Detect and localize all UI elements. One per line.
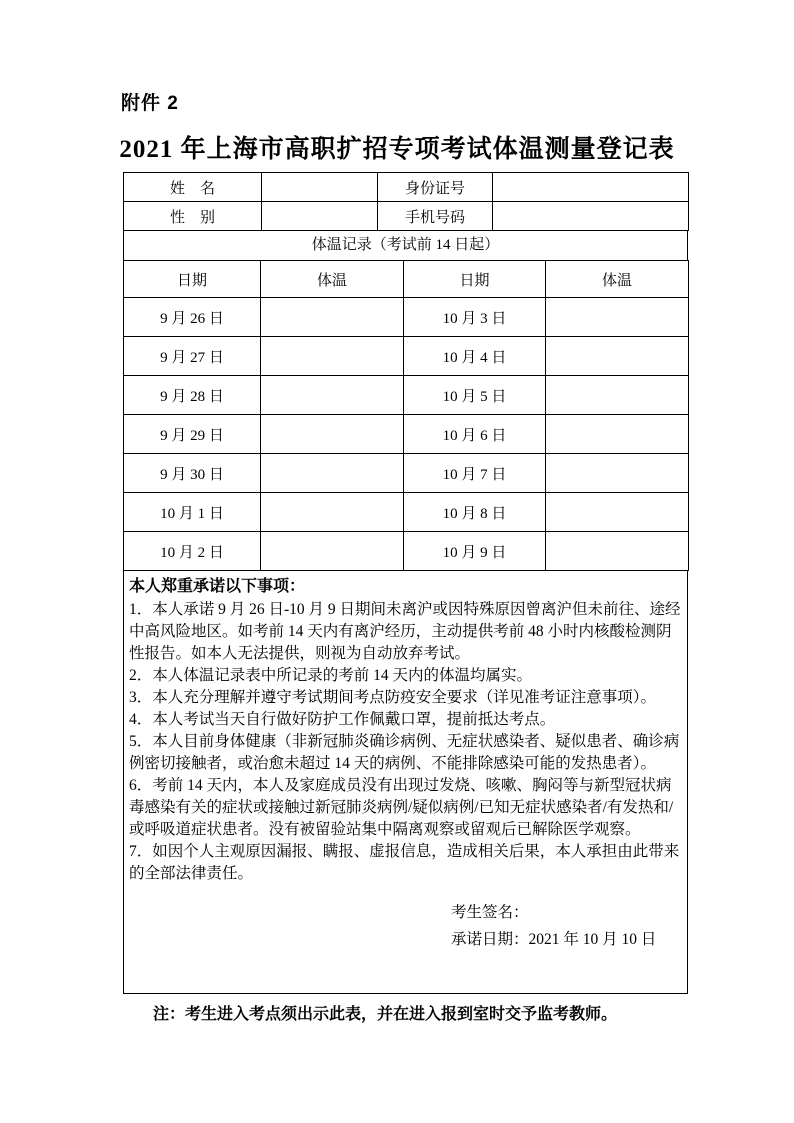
temp-input-cell[interactable] xyxy=(546,415,689,454)
date-cell: 9 月 30 日 xyxy=(124,454,261,493)
column-header-date: 日期 xyxy=(124,261,261,298)
temp-input-cell[interactable] xyxy=(261,493,404,532)
date-cell: 10 月 8 日 xyxy=(404,493,546,532)
commitment-item-7: 7．如因个人主观原因漏报、瞒报、虚报信息，造成相关后果，本人承担由此带来的全部法律责任。 xyxy=(129,843,680,882)
commitment-item-3: 3．本人充分理解并遵守考试期间考点防疫安全要求（详见准考证注意事项）。 xyxy=(129,689,657,706)
table-row xyxy=(124,532,689,571)
gender-label: 性 别 xyxy=(124,202,262,231)
id-number-label: 身份证号 xyxy=(378,173,493,202)
table-row xyxy=(124,376,689,415)
commitment-item-4: 4．本人考试当天自行做好防护工作佩戴口罩，提前抵达考点。 xyxy=(129,711,556,728)
temperature-section-header: 体温记录（考试前 14 日起） xyxy=(123,230,688,261)
table-row xyxy=(124,493,689,532)
name-label: 姓 名 xyxy=(124,173,262,202)
temp-input-cell[interactable] xyxy=(546,298,689,337)
temp-input-cell[interactable] xyxy=(261,415,404,454)
date-cell: 10 月 6 日 xyxy=(404,415,546,454)
temp-input-cell[interactable] xyxy=(261,532,404,571)
page-title: 2021 年上海市高职扩招专项考试体温测量登记表 xyxy=(119,136,675,163)
phone-label: 手机号码 xyxy=(378,202,493,231)
commitment-heading: 本人郑重承诺以下事项： xyxy=(129,578,306,595)
date-cell: 10 月 3 日 xyxy=(404,298,546,337)
commitment-date: 承诺日期：2021 年 10 月 10 日 xyxy=(451,931,657,948)
temperature-table xyxy=(123,260,689,571)
table-row xyxy=(124,173,689,202)
commitment-item-2: 2．本人体温记录表中所记录的考前 14 天内的体温均属实。 xyxy=(129,667,533,684)
temp-input-cell[interactable] xyxy=(261,454,404,493)
id-number-field[interactable] xyxy=(493,173,689,202)
column-header-temp: 体温 xyxy=(546,261,689,298)
temperature-table-header xyxy=(124,261,689,298)
date-cell: 10 月 1 日 xyxy=(124,493,261,532)
table-row xyxy=(124,337,689,376)
date-cell: 10 月 4 日 xyxy=(404,337,546,376)
name-field[interactable] xyxy=(262,173,378,202)
phone-field[interactable] xyxy=(493,202,689,231)
date-cell: 10 月 7 日 xyxy=(404,454,546,493)
temp-input-cell[interactable] xyxy=(546,454,689,493)
table-row xyxy=(124,298,689,337)
table-row xyxy=(124,454,689,493)
temp-input-cell[interactable] xyxy=(546,532,689,571)
temp-input-cell[interactable] xyxy=(261,298,404,337)
commitment-item-1: 1．本人承诺 9 月 26 日-10 月 9 日期间未离沪或因特殊原因曾离沪但未前往、途经中高风险地区。如考前 14 天内有离沪经历，主动提供考前 48 小时内核酸检测阴性报告。如本人无法提供，则视为自动放弃考试。 xyxy=(129,601,681,662)
column-header-temp: 体温 xyxy=(261,261,404,298)
date-cell: 9 月 27 日 xyxy=(124,337,261,376)
temp-input-cell[interactable] xyxy=(261,337,404,376)
date-cell: 9 月 28 日 xyxy=(124,376,261,415)
attachment-label: 附件 2 xyxy=(121,93,179,114)
commitment-item-6: 6．考前 14 天内，本人及家庭成员没有出现过发烧、咳嗽、胸闷等与新型冠状病毒感染有关的症状或接触过新冠肺炎病例/疑似病例/已知无症状感染者/有发热和/或呼吸道症状患者。没有被留验站集中隔离观察或留观后已解除医学观察。 xyxy=(129,777,674,838)
temp-input-cell[interactable] xyxy=(546,376,689,415)
date-cell: 9 月 26 日 xyxy=(124,298,261,337)
column-header-date: 日期 xyxy=(404,261,546,298)
signature-block xyxy=(451,899,682,953)
commitment-item-5: 5．本人目前身体健康（非新冠肺炎确诊病例、无症状感染者、疑似患者、确诊病例密切接触者，或治愈未超过 14 天的病例、不能排除感染可能的发热患者）。 xyxy=(129,733,680,772)
temp-input-cell[interactable] xyxy=(546,337,689,376)
temp-input-cell[interactable] xyxy=(546,493,689,532)
date-cell: 10 月 5 日 xyxy=(404,376,546,415)
registration-form xyxy=(123,172,688,994)
date-cell: 9 月 29 日 xyxy=(124,415,261,454)
footer-note: 注：考生进入考点须出示此表，并在进入报到室时交予监考教师。 xyxy=(153,1006,618,1023)
date-cell: 10 月 9 日 xyxy=(404,532,546,571)
table-row xyxy=(124,202,689,231)
date-cell: 10 月 2 日 xyxy=(124,532,261,571)
commitment-section xyxy=(123,570,688,994)
temp-input-cell[interactable] xyxy=(261,376,404,415)
table-row xyxy=(124,415,689,454)
personal-info-table xyxy=(123,172,689,231)
signature-label[interactable]: 考生签名： xyxy=(451,904,529,921)
gender-field[interactable] xyxy=(262,202,378,231)
